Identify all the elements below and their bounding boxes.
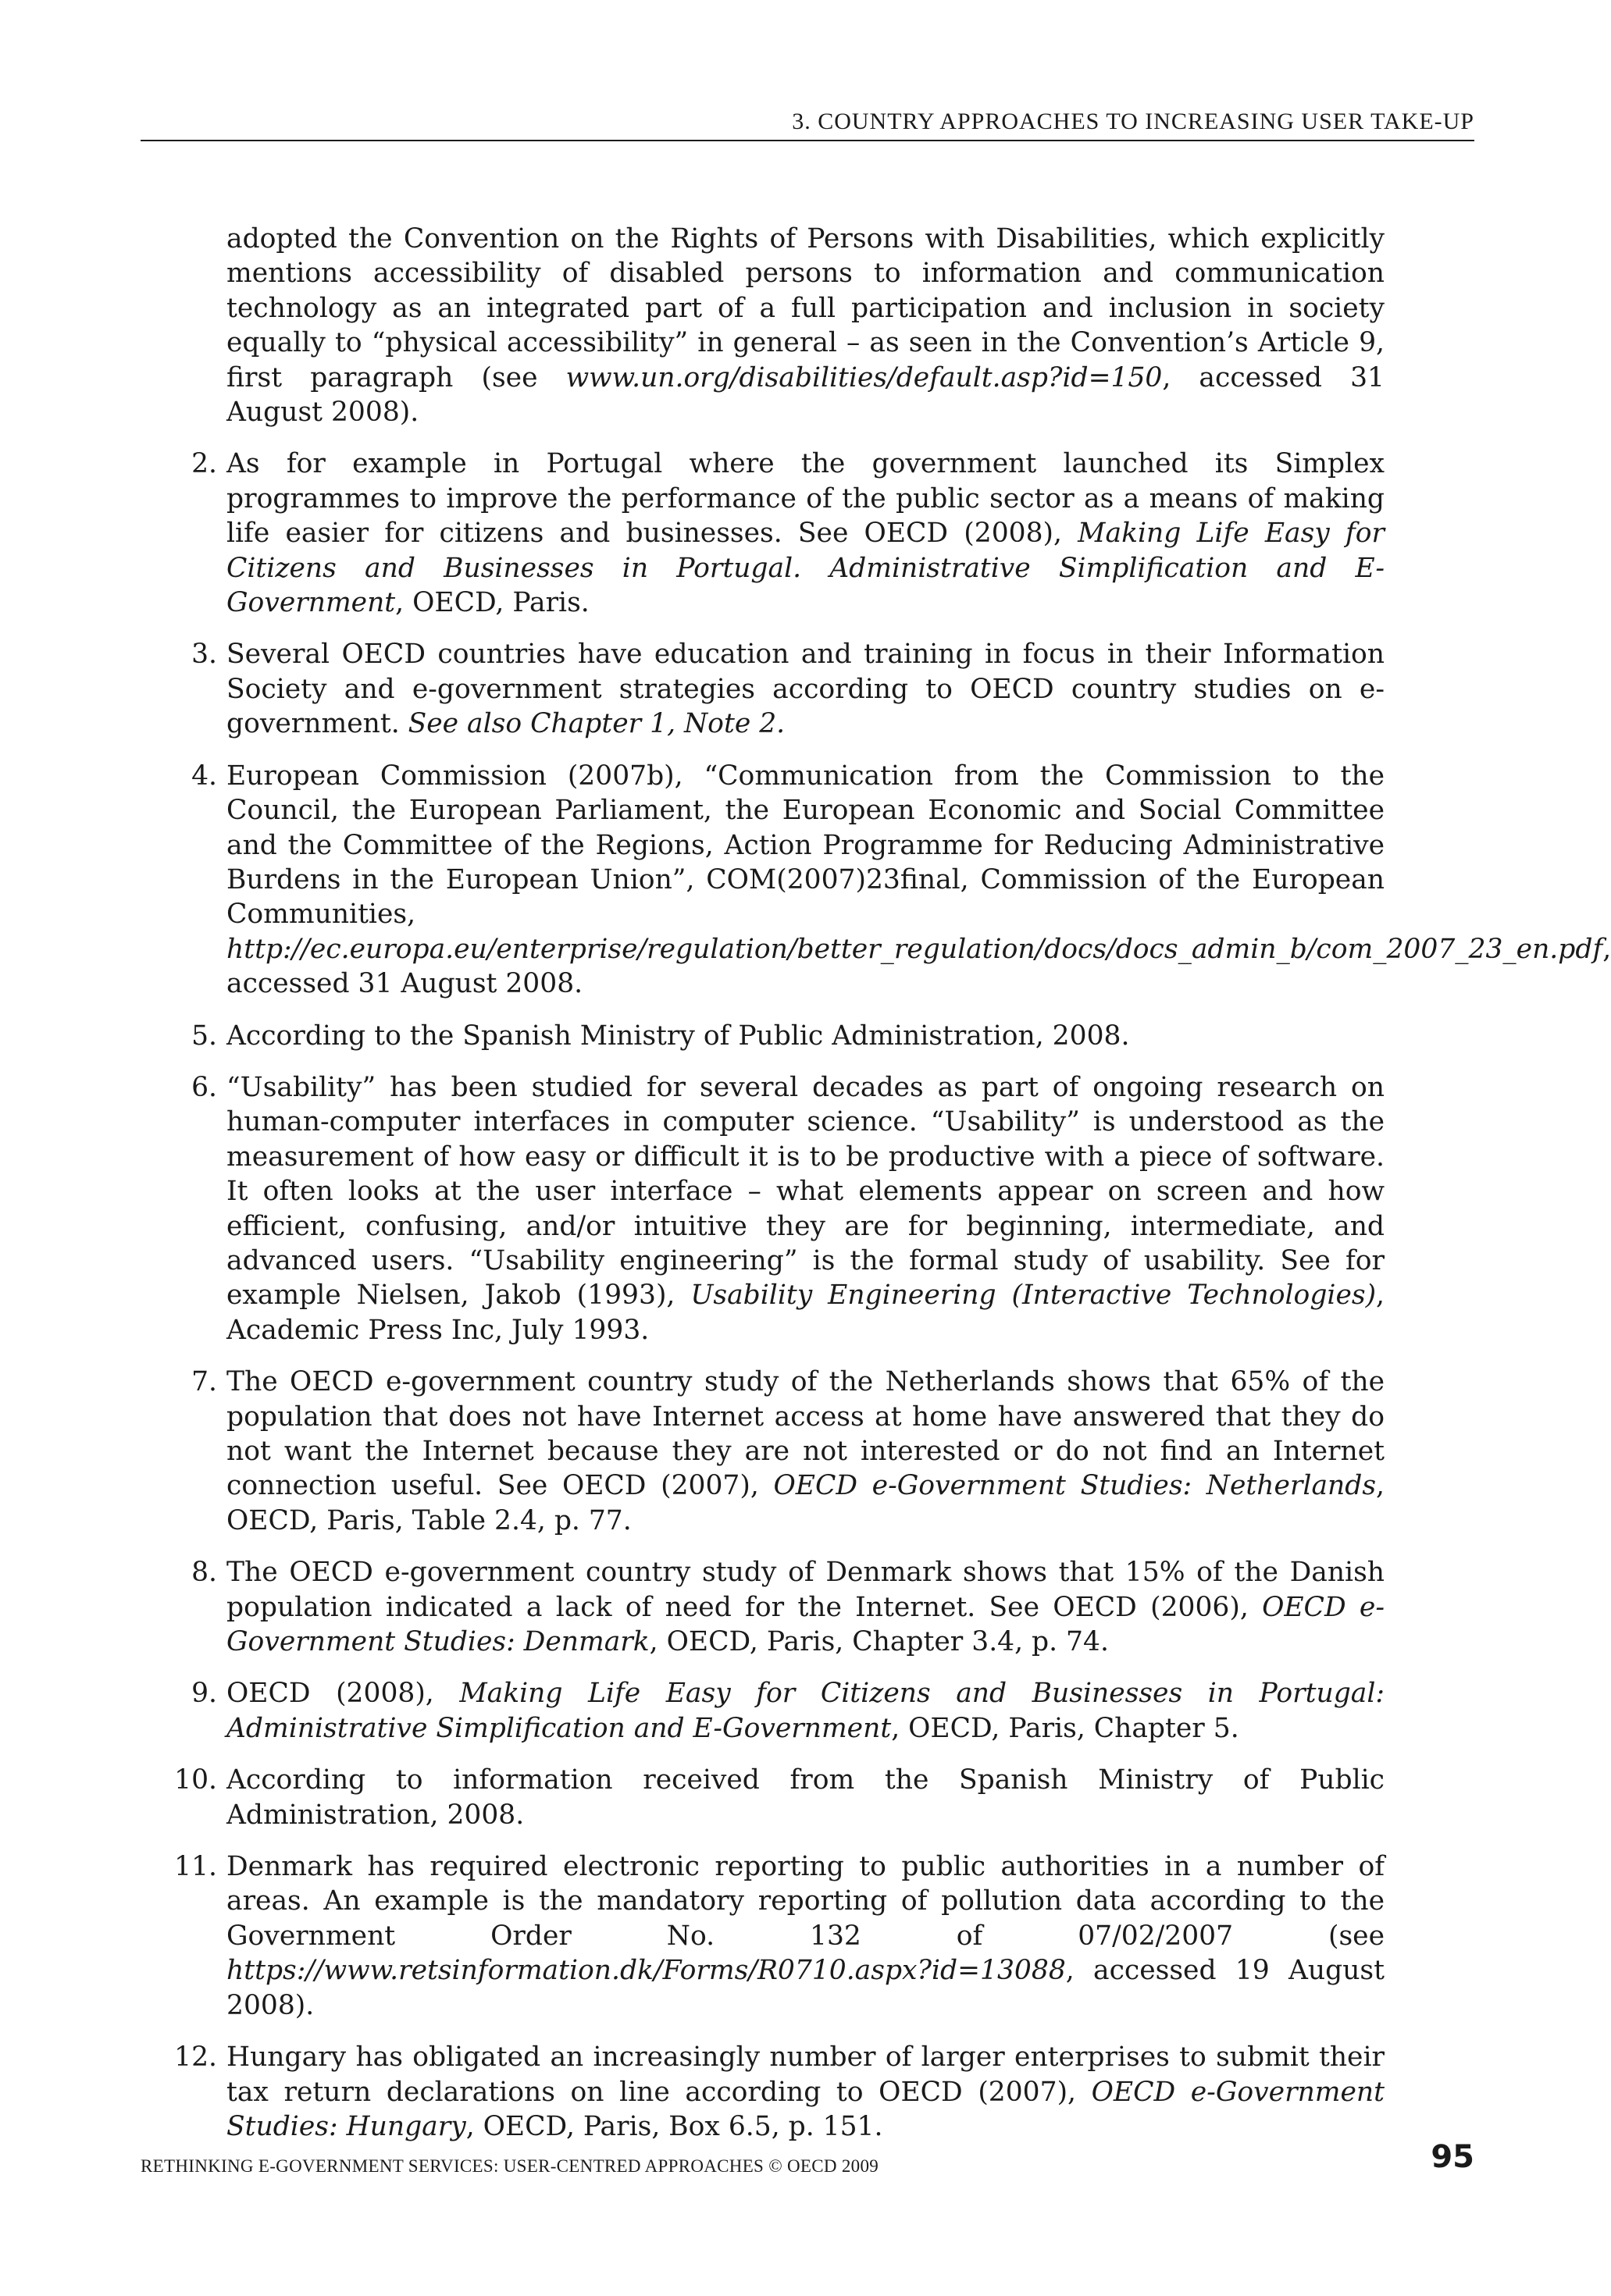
note-item	[191, 447, 1385, 620]
running-header: 3. COUNTRY APPROACHES TO INCREASING USER TAKE-UP	[792, 109, 1474, 134]
note-item	[191, 1555, 1385, 1659]
note-item	[191, 1070, 1385, 1347]
note-number: 10.	[174, 1764, 217, 1796]
footer-publication: RETHINKING E-GOVERNMENT SERVICES: USER-CENTRED APPROACHES © OECD 2009	[141, 2156, 879, 2176]
note-number: 8.	[191, 1557, 217, 1589]
note-number: 9.	[191, 1678, 217, 1710]
note-segment: OECD (2008),	[226, 1678, 460, 1710]
note-text	[226, 1019, 1385, 1053]
note-item	[191, 637, 1385, 741]
note-item	[174, 1849, 1385, 2023]
note-segment: Several OECD countries have education and training in focus in their Information Society and e-government strategies according to OECD country studies on e-government.	[226, 639, 1385, 740]
note-segment: , OECD, Paris, Chapter 3.4, p. 74.	[649, 1626, 1109, 1658]
page-number: 95	[1431, 2139, 1474, 2175]
note-italic-segment: See also Chapter 1, Note 2.	[408, 708, 786, 740]
note-number: 6.	[191, 1071, 217, 1103]
note-item	[174, 2040, 1385, 2144]
note-item	[191, 1365, 1385, 1538]
note-item	[191, 1676, 1385, 1746]
note-segment: European Commission (2007b), “Communication from the Commission to the Council, the European Parliament, the European Economic and Social Committee and the Committee of the Regions, Action Programme for Reducing Administrative Burdens in the European Union”, COM(2007)23final, Commission of the European Communities,	[226, 760, 1385, 931]
note-segment: , OECD, Paris, Box 6.5, p. 151.	[465, 2110, 883, 2142]
note-segment: Denmark has required electronic reporting to public authorities in a number of areas. An example is the mandatory reporting of pollution data according to the Government Order No. 132 of 07/02/2007 (see	[226, 1851, 1385, 1952]
note-text	[226, 1676, 1385, 1746]
note-number: 12.	[174, 2041, 217, 2074]
note-segment: , accessed 31 August 2008).	[226, 361, 1385, 429]
note-italic-segment: Making Life Easy for Citizens and Businesses in Portugal: Administrative Simplification and E-Government	[226, 1678, 1385, 1744]
note-number: 5.	[191, 1020, 217, 1052]
note-text	[226, 222, 1385, 429]
note-text	[226, 637, 1385, 741]
note-segment: , accessed 31 August 2008.	[226, 933, 1611, 1000]
note-segment: The OECD e-government country study of the Netherlands shows that 65% of the population that does not have Internet access at home have answered that they do not want the Internet because they are not interested or do not find an Internet connection useful. See OECD (2007),	[226, 1366, 1385, 1502]
note-italic-segment: OECD e-Government Studies: Denmark	[226, 1591, 1385, 1658]
note-text	[226, 447, 1385, 620]
note-italic-segment: OECD e-Government Studies: Netherlands	[773, 1470, 1377, 1502]
note-segment: adopted the Convention on the Rights of Persons with Disabilities, which explicitly mentions accessibility of disabled persons to information and communication technology as an integrated part of a full participation and inclusion in society equally to “physical accessibility” in general – as seen in the Convention’s Article 9, first paragraph (see	[226, 223, 1385, 393]
note-item	[191, 759, 1611, 1002]
note-segment: , OECD, Paris.	[395, 587, 590, 619]
note-segment: Hungary has obligated an increasingly number of larger enterprises to submit their tax return declarations on line according to OECD (2007),	[226, 2041, 1385, 2108]
note-italic-segment: Usability Engineering (Interactive Technologies)	[690, 1280, 1377, 1312]
note-segment: The OECD e-government country study of Denmark shows that 15% of the Danish population indicated a lack of need for the Internet. See OECD (2006),	[226, 1557, 1385, 1623]
note-segment: As for example in Portugal where the government launched its Simplex programmes to improve the performance of the public sector as a means of making life easier for citizens and businesses. See OECD (2008),	[226, 448, 1385, 550]
note-italic-segment: Making Life Easy for Citizens and Businesses in Portugal. Administrative Simplification and E-Government	[226, 518, 1385, 619]
note-italic-segment: http://ec.europa.eu/enterprise/regulation/better_regulation/docs/docs_admin_b/com_2007_23_en.pdf	[226, 933, 1603, 965]
note-segment: , Academic Press Inc, July 1993.	[226, 1280, 1385, 1346]
note-text	[226, 1365, 1385, 1538]
note-number: 11.	[174, 1851, 217, 1883]
note-segment: According to the Spanish Ministry of Public Administration, 2008.	[226, 1020, 1130, 1052]
note-segment: According to information received from the Spanish Ministry of Public Administration, 2008.	[226, 1764, 1385, 1831]
note-number: 3.	[191, 639, 217, 671]
note-text	[226, 2040, 1385, 2144]
note-text	[226, 1763, 1385, 1832]
note-item	[191, 1019, 1385, 1053]
note-text	[226, 1555, 1385, 1659]
note-italic-segment: https://www.retsinformation.dk/Forms/R0710.aspx?id=13088	[226, 1955, 1066, 1987]
note-segment: , OECD, Paris, Chapter 5.	[891, 1712, 1239, 1744]
note-item	[226, 222, 1385, 429]
note-number: 2.	[191, 448, 217, 480]
note-number: 7.	[191, 1366, 217, 1398]
note-text	[226, 759, 1611, 1002]
note-item	[174, 1763, 1385, 1832]
note-italic-segment: OECD e-Government Studies: Hungary	[226, 2076, 1385, 2142]
note-text	[226, 1849, 1385, 2023]
header-rule	[141, 140, 1474, 141]
note-text	[226, 1070, 1385, 1347]
note-segment: , OECD, Paris, Table 2.4, p. 77.	[226, 1470, 1385, 1536]
note-italic-segment: www.un.org/disabilities/default.asp?id=150	[565, 361, 1163, 393]
note-segment: “Usability” has been studied for several decades as part of ongoing research on human-computer interfaces in computer science. “Usability” is understood as the measurement of how easy or difficult it is to be productive with a piece of software. It often looks at the user interface – what elements appear on screen and how efficient, confusing, and/or intuitive they are for beginning, intermediate, and advanced users. “Usability engineering” is the formal study of usability. See for example Nielsen, Jakob (1993),	[226, 1071, 1385, 1312]
note-number: 4.	[191, 760, 217, 792]
note-segment: , accessed 19 August 2008).	[226, 1955, 1385, 2021]
